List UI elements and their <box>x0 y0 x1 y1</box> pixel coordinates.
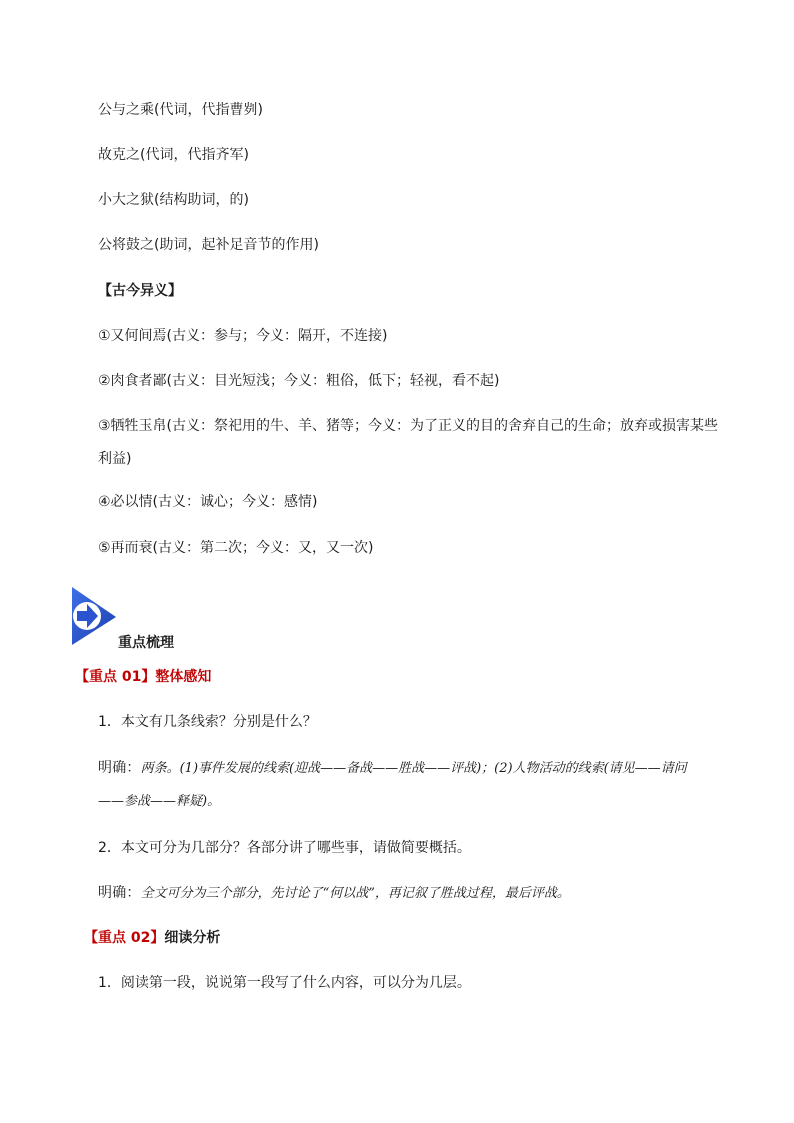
text-line-1: 公与之乘(代词，代指曹刿) <box>98 102 263 118</box>
question-3: 1．阅读第一段，说说第一段写了什么内容，可以分为几层。 <box>98 975 471 991</box>
question-2: 2．本文可分为几部分？各部分讲了哪些事，请做简要概括。 <box>98 840 471 856</box>
text-line-8: ③牺牲玉帛(古义：祭祀用的牛、羊、猪等；今义：为了正义的目的舍弃自己的生命；放弃或损害某些利益) <box>98 418 719 467</box>
answer-1-line-2: ——参战——释疑)。 <box>98 794 221 809</box>
answer-text: 两条。(1)事件发展的线索(迎战——备战——胜战——评战)；(2)人物活动的线索(请见——请问 <box>140 761 687 776</box>
answer-label: 明确： <box>98 885 141 901</box>
answer-1-line-1 <box>98 758 687 779</box>
key-point-01 <box>75 667 211 687</box>
arrow-right-icon <box>70 585 118 647</box>
text-line-4: 公将鼓之(助词，起补足音节的作用) <box>98 237 319 253</box>
text-line-9: ④必以情(古义：诚心；今义：感情) <box>98 494 318 510</box>
text-line-7: ②肉食者鄙(古义：目光短浅；今义：粗俗，低下；轻视，看不起) <box>98 373 500 389</box>
heading-gujin-yiyi: 【古今异义】 <box>98 283 182 299</box>
text-line-10: ⑤再而衰(古义：第二次；今义：又，又一次) <box>98 540 374 556</box>
text-line-6: ①又何间焉(古义：参与；今义：隔开，不连接) <box>98 328 388 344</box>
key-title-01: 整体感知 <box>155 669 212 685</box>
answer-label: 明确： <box>98 760 141 776</box>
question-1: 1．本文有几条线索？分别是什么？ <box>98 714 317 730</box>
key-title-02: 细读分析 <box>164 930 221 946</box>
answer-2 <box>98 883 570 904</box>
key-tag-02: 【重点 02】 <box>84 930 165 946</box>
key-point-02 <box>84 928 220 948</box>
answer-text: 全文可分为三个部分，先讨论了“何以战”，再记叙了胜战过程，最后评战。 <box>140 886 570 901</box>
text-line-3: 小大之狱(结构助词，的) <box>98 192 249 208</box>
section-title: 重点梳理 <box>118 635 174 651</box>
key-tag-01: 【重点 01】 <box>75 669 156 685</box>
text-line-2: 故克之(代词，代指齐军) <box>98 147 249 163</box>
